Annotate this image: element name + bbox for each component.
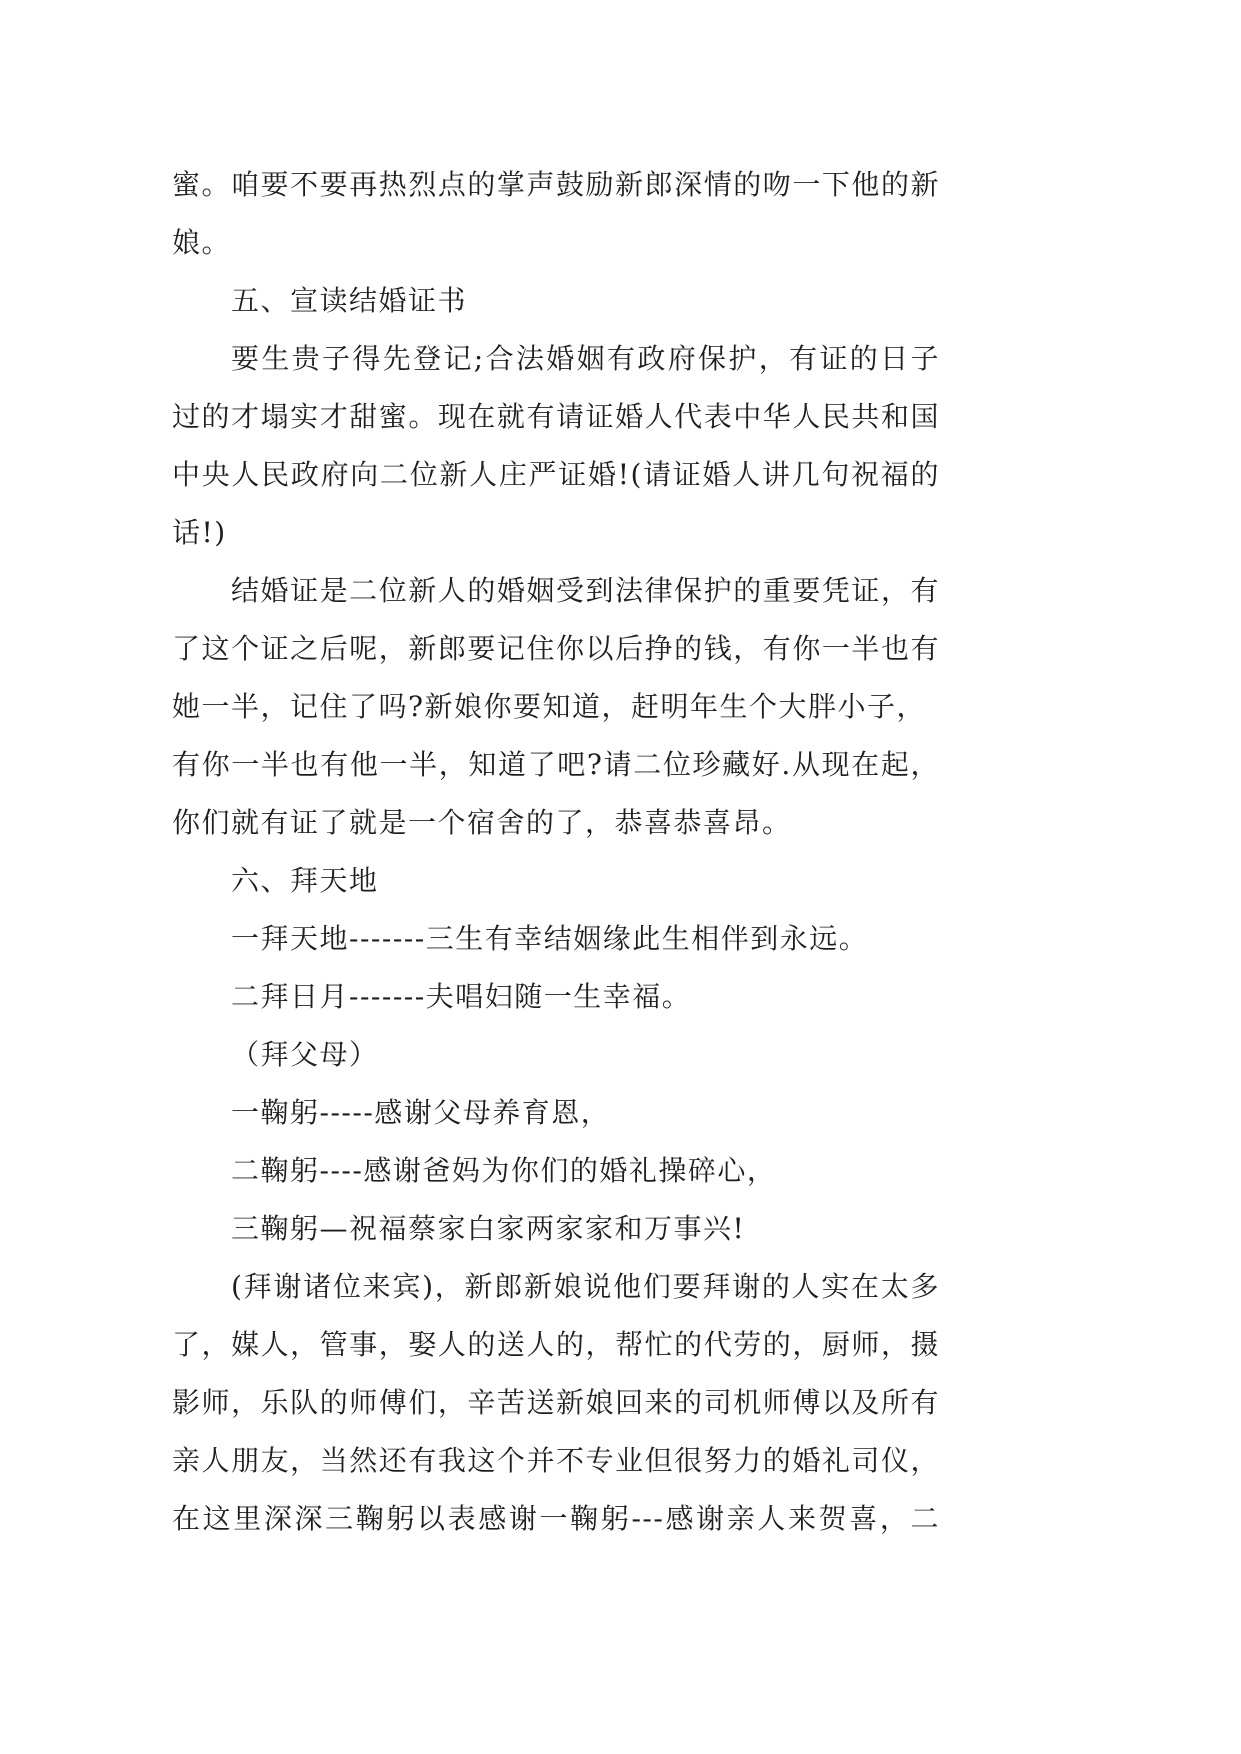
text-line: 二拜日月-------夫唱妇随一生幸福。 xyxy=(231,980,692,1013)
paragraph-bow-parents-label xyxy=(172,1026,940,1084)
text-line: 她一半，记住了吗?新娘你要知道，赶明年生个大胖小子， xyxy=(172,690,927,723)
paragraph-closing-kiss xyxy=(172,156,940,272)
section-heading-certificate xyxy=(172,272,940,330)
text-line: 过的才塌实才甜蜜。现在就有请证婚人代表中华人民共和国 xyxy=(172,400,940,433)
text-line: 蜜。咱要不要再热烈点的掌声鼓励新郎深情的吻一下他的新 xyxy=(172,168,940,201)
text-line: 有你一半也有他一半，知道了吧?请二位珍藏好.从现在起， xyxy=(172,748,940,781)
text-line: 影师，乐队的师傅们，辛苦送新娘回来的司机师傅以及所有 xyxy=(172,1386,940,1419)
text-line: (拜谢诸位来宾)，新郎新娘说他们要拜谢的人实在太多 xyxy=(231,1270,940,1303)
text-line: 中央人民政府向二位新人庄严证婚!(请证婚人讲几句祝福的 xyxy=(172,458,940,491)
text-line: 话!) xyxy=(172,516,227,549)
text-line: 要生贵子得先登记;合法婚姻有政府保护，有证的日子 xyxy=(231,342,940,375)
paragraph-certificate xyxy=(172,562,940,852)
paragraph-second-bow xyxy=(172,1142,940,1200)
paragraph-thank-guests xyxy=(172,1258,940,1548)
text-line: 亲人朋友，当然还有我这个并不专业但很努力的婚礼司仪， xyxy=(172,1444,940,1477)
paragraph-first-bow xyxy=(172,1084,940,1142)
text-line: 一拜天地-------三生有幸结姻缘此生相伴到永远。 xyxy=(231,922,869,955)
paragraph-bow-sun-moon xyxy=(172,968,940,1026)
text-line: 了这个证之后呢，新郎要记住你以后挣的钱，有你一半也有 xyxy=(172,632,940,665)
section-heading-bow xyxy=(172,852,940,910)
text-line: 你们就有证了就是一个宿舍的了，恭喜恭喜昂。 xyxy=(172,806,792,839)
paragraph-bow-heaven xyxy=(172,910,940,968)
paragraph-registration xyxy=(172,330,940,562)
text-line: 一鞠躬-----感谢父母养育恩， xyxy=(231,1096,611,1129)
section-heading: 五、宣读结婚证书 xyxy=(231,284,468,317)
paragraph-third-bow xyxy=(172,1200,940,1258)
section-heading: 六、拜天地 xyxy=(231,864,379,897)
body-text xyxy=(172,156,940,1548)
text-line: 三鞠躬—祝福蔡家白家两家家和万事兴! xyxy=(231,1212,746,1245)
text-line: 了，媒人，管事，娶人的送人的，帮忙的代劳的，厨师，摄 xyxy=(172,1328,940,1361)
text-line: 结婚证是二位新人的婚姻受到法律保护的重要凭证，有 xyxy=(231,574,940,607)
text-line: 二鞠躬----感谢爸妈为你们的婚礼操碎心， xyxy=(231,1154,777,1187)
text-line: 娘。 xyxy=(172,226,232,259)
text-line: 在这里深深三鞠躬以表感谢一鞠躬---感谢亲人来贺喜，二 xyxy=(172,1502,940,1535)
text-line: （拜父母） xyxy=(231,1038,379,1071)
